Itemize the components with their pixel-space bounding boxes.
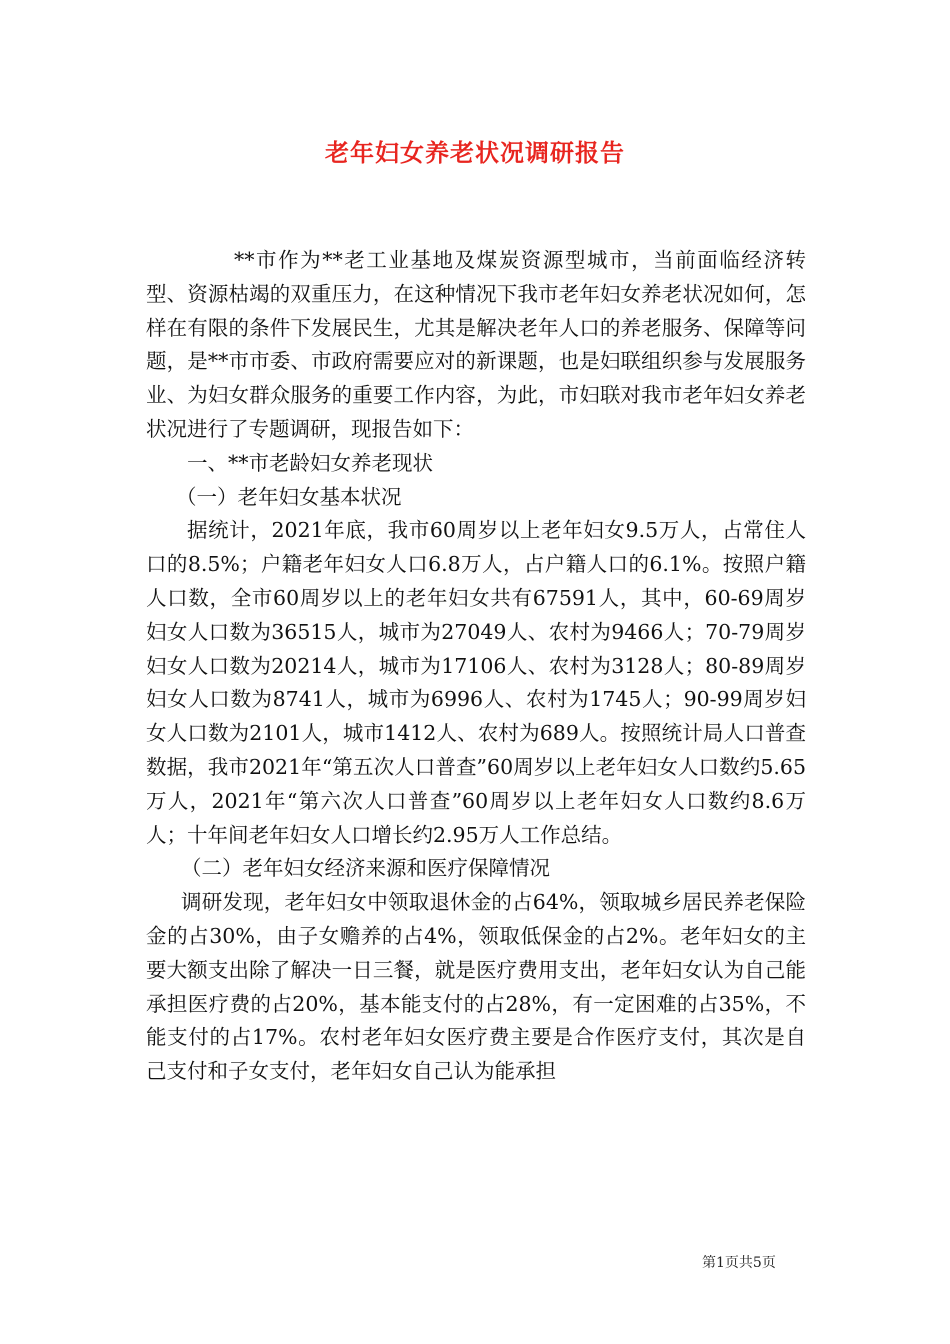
intro-paragraph: **市作为**老工业基地及煤炭资源型城市，当前面临经济转型、资源枯竭的双重压力，在这种情况下我市老年妇女养老状况如何，怎样在有限的条件下发展民生，尤其是解决老年人口的养老服务、保障等问题，是**市市委、市政府需要应对的新课题，也是妇联组织参与发展服务业、为妇女群众服务的重要工作内容，为此，市妇联对我市老年妇女养老状况进行了专题调研，现报告如下： <box>146 248 806 441</box>
section-heading-1: 一、**市老龄妇女养老现状 <box>187 450 433 475</box>
subsection-heading-1: （一）老年妇女基本状况 <box>176 484 402 509</box>
statistics-paragraph: 据统计，2021年底，我市60周岁以上老年妇女9.5万人，占常住人口的8.5%；户籍老年妇女人口6.8万人，占户籍人口的6.1%。按照户籍人口数，全市60周岁以上的老年妇女共有67591人，其中，60-69周岁妇女人口数为36515人，城市为27049人、农村为9466人；70-79周岁妇女人口数为20214人，城市为17106人、农村为3128人；80-89周岁妇女人口数为8741人，城市为6996人、农村为1745人；90-99周岁妇女人口数为2101人，城市1412人、农村为689人。按照统计局人口普查数据，我市2021年“第五次人口普查”60周岁以上老年妇女人口数约5.65万人，2021年“第六次人口普查”60周岁以上老年妇女人口数约8.6万人；十年间老年妇女人口增长约2.95万人工作总结。 <box>146 518 806 847</box>
survey-paragraph: 调研发现，老年妇女中领取退休金的占64%，领取城乡居民养老保险金的占30%，由子女赡养的占4%，领取低保金的占2%。老年妇女的主要大额支出除了解决一日三餐，就是医疗费用支出，老年妇女认为自己能承担医疗费的占20%，基本能支付的占28%，有一定困难的占35%，不能支付的占17%。农村老年妇女医疗费主要是合作医疗支付，其次是自己支付和子女支付，老年妇女自己认为能承担 <box>146 890 806 1084</box>
subsection-heading-2: （二）老年妇女经济来源和医疗保障情况 <box>181 856 550 881</box>
document-title: 老年妇女养老状况调研报告 <box>325 138 625 167</box>
document-body <box>146 244 806 1089</box>
page-number-footer: 第1页共5页 <box>702 1255 776 1271</box>
